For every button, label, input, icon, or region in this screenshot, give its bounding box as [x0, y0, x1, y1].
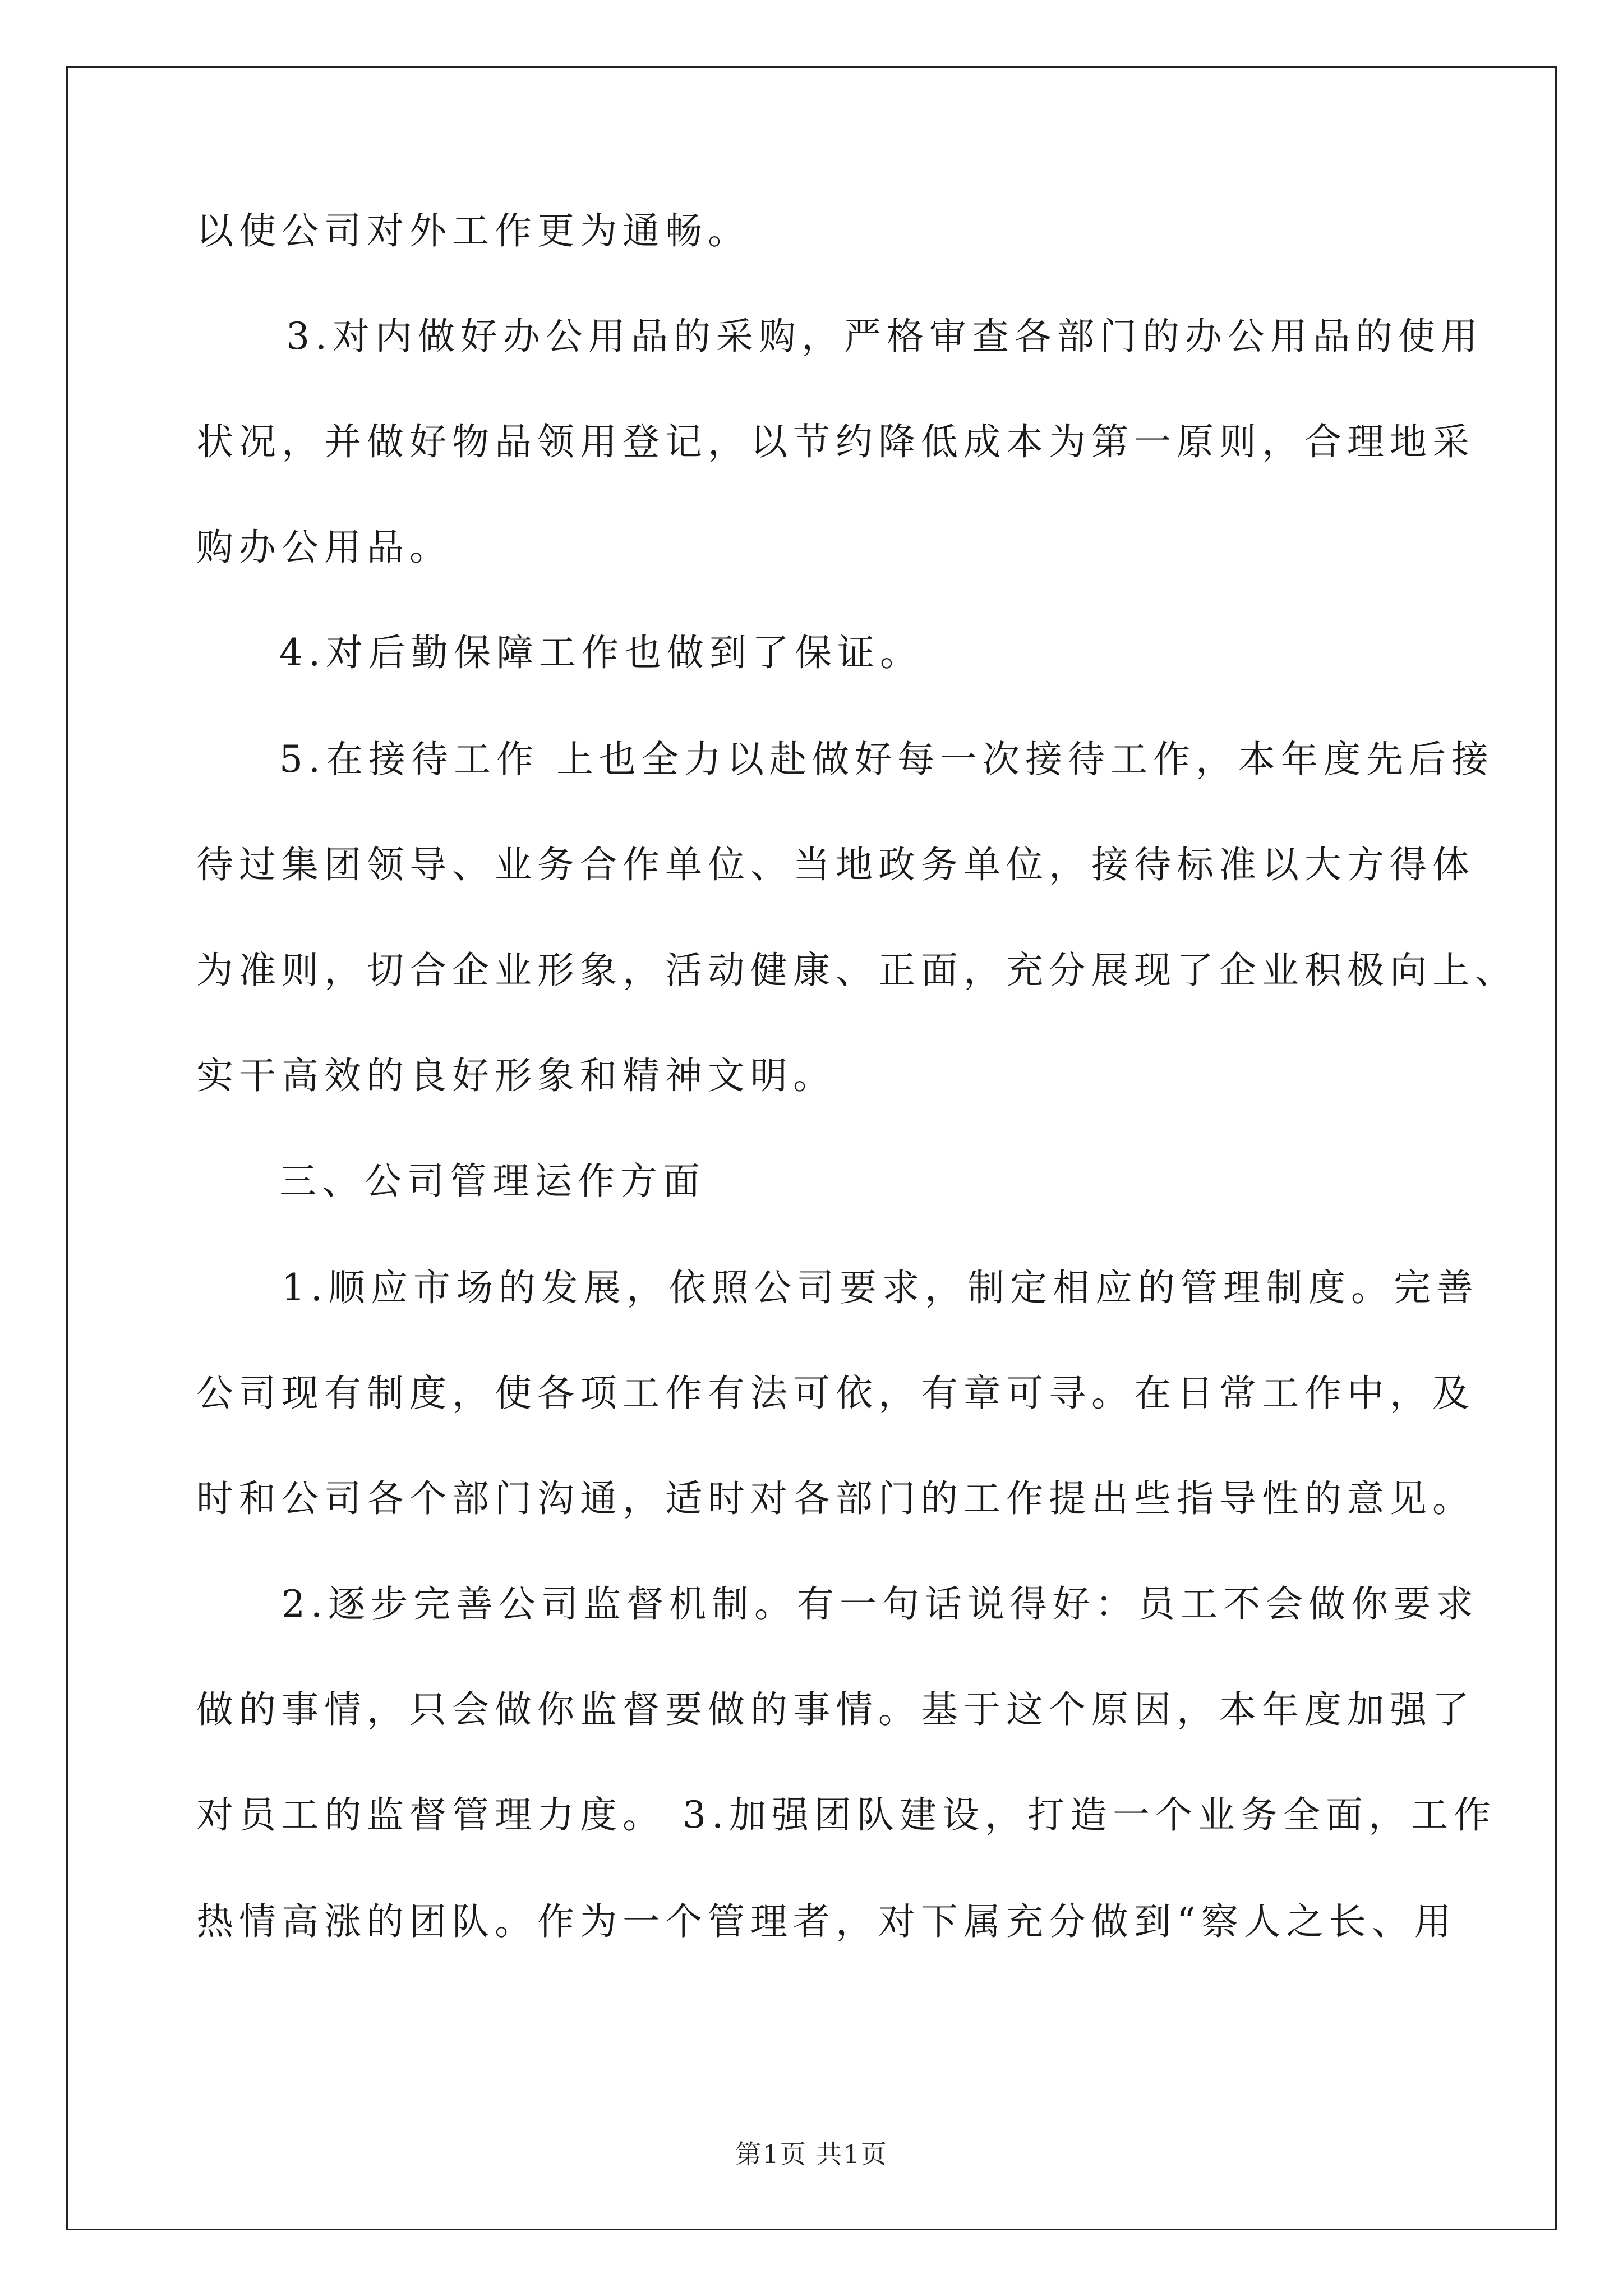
text-line: 对员工的监督管理力度。 3.加强团队建设，打造一个业务全面，工作 — [196, 1793, 1496, 1837]
page-number: 第1页 共1页 — [735, 2139, 888, 2169]
text-line: 购办公用品。 — [196, 526, 452, 569]
text-line: 为准则，切合企业形象，活动健康、正面，充分展现了企业积极向上、 — [196, 949, 1518, 992]
section-heading: 三、公司管理运作方面 — [279, 1159, 706, 1203]
text-line: 2.逐步完善公司监督机制。有一句话说得好：员工不会做你要求 — [282, 1582, 1479, 1626]
text-line: 热情高涨的团队。作为一个管理者，对下属充分做到“察人之长、用 — [196, 1900, 1457, 1943]
text-line: 3.对内做好办公用品的采购，严格审查各部门的办公用品的使用 — [286, 315, 1483, 358]
text-line: 公司现有制度，使各项工作有法可依，有章可寻。在日常工作中，及 — [196, 1372, 1475, 1415]
text-line: 以使公司对外工作更为通畅。 — [196, 209, 750, 252]
text-line: 状况，并做好物品领用登记，以节约降低成本为第一原则，合理地采 — [196, 420, 1475, 463]
text-line: 1.顺应市场的发展，依照公司要求，制定相应的管理制度。完善 — [282, 1266, 1479, 1309]
text-line: 实干高效的良好形象和精神文明。 — [196, 1054, 836, 1097]
text-line: 做的事情，只会做你监督要做的事情。基于这个原因，本年度加强了 — [196, 1688, 1475, 1731]
text-line: 4.对后勤保障工作也做到了保证。 — [279, 631, 923, 674]
text-line: 待过集团领导、业务合作单位、当地政务单位，接待标准以大方得体 — [196, 843, 1475, 886]
text-line: 5.在接待工作 上也全力以赴做好每一次接待工作，本年度先后接 — [279, 738, 1494, 781]
text-line: 时和公司各个部门沟通，适时对各部门的工作提出些指导性的意见。 — [196, 1477, 1475, 1520]
